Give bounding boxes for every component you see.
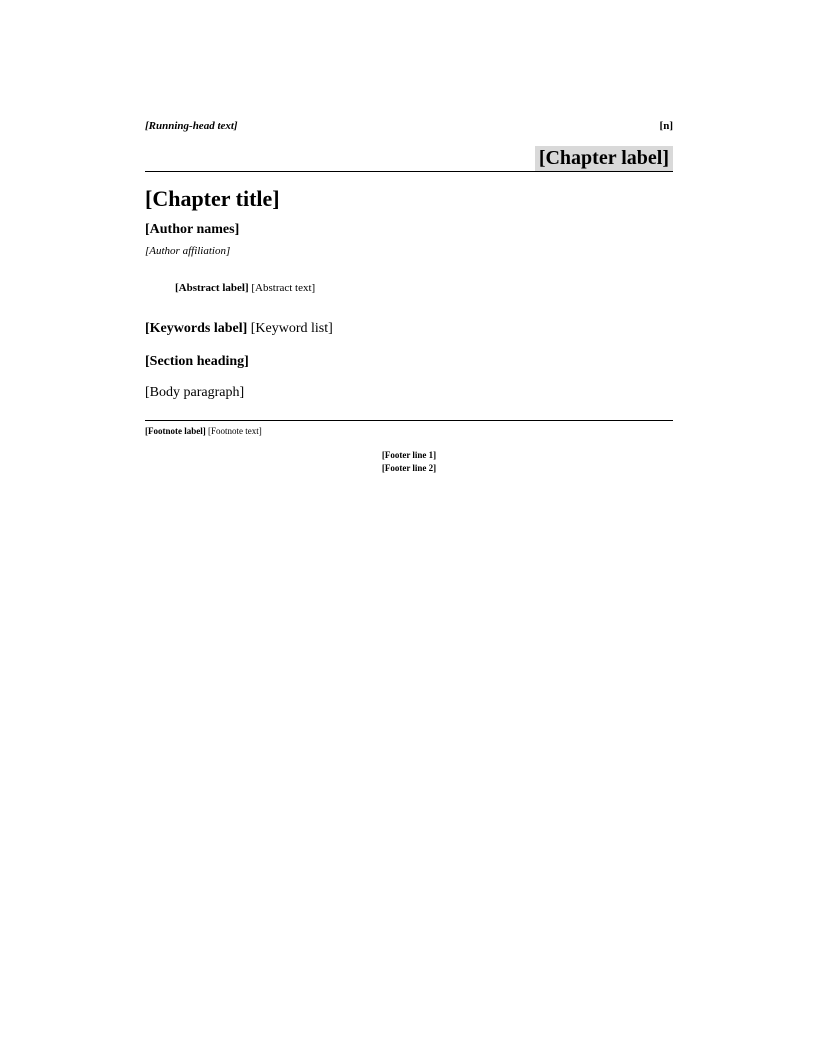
author-affiliation: [Author affiliation]: [145, 245, 231, 258]
footnote-label: [Footnote label]: [145, 425, 206, 436]
footer-line-1: [Footer line 1]: [381, 450, 437, 461]
keywords-block: [145, 320, 673, 338]
chapter-row: [145, 146, 673, 172]
abstract-label: [Abstract label]: [175, 282, 249, 295]
footer-line-2: [Footer line 2]: [381, 462, 437, 473]
running-head-journal: [Running-head text]: [145, 120, 238, 132]
footnote-text: [Footnote text]: [208, 425, 262, 436]
keywords-text: [Keyword list]: [250, 320, 333, 336]
section-body: [Body paragraph]: [145, 384, 245, 400]
page-footer: [145, 449, 673, 474]
keywords-label: [Keywords label]: [145, 320, 248, 336]
chapter-label: [Chapter label]: [535, 146, 673, 171]
running-head: [145, 120, 673, 132]
section-heading: [Section heading]: [145, 353, 249, 369]
abstract-text: [Abstract text]: [251, 282, 316, 295]
abstract-block: [175, 281, 643, 295]
page-number: [n]: [659, 120, 673, 132]
author-list: [Author names]: [145, 222, 240, 238]
corresponding-author-footnote: [145, 420, 673, 437]
chapter-title: [Chapter title]: [145, 186, 280, 211]
document-page: [145, 120, 673, 474]
